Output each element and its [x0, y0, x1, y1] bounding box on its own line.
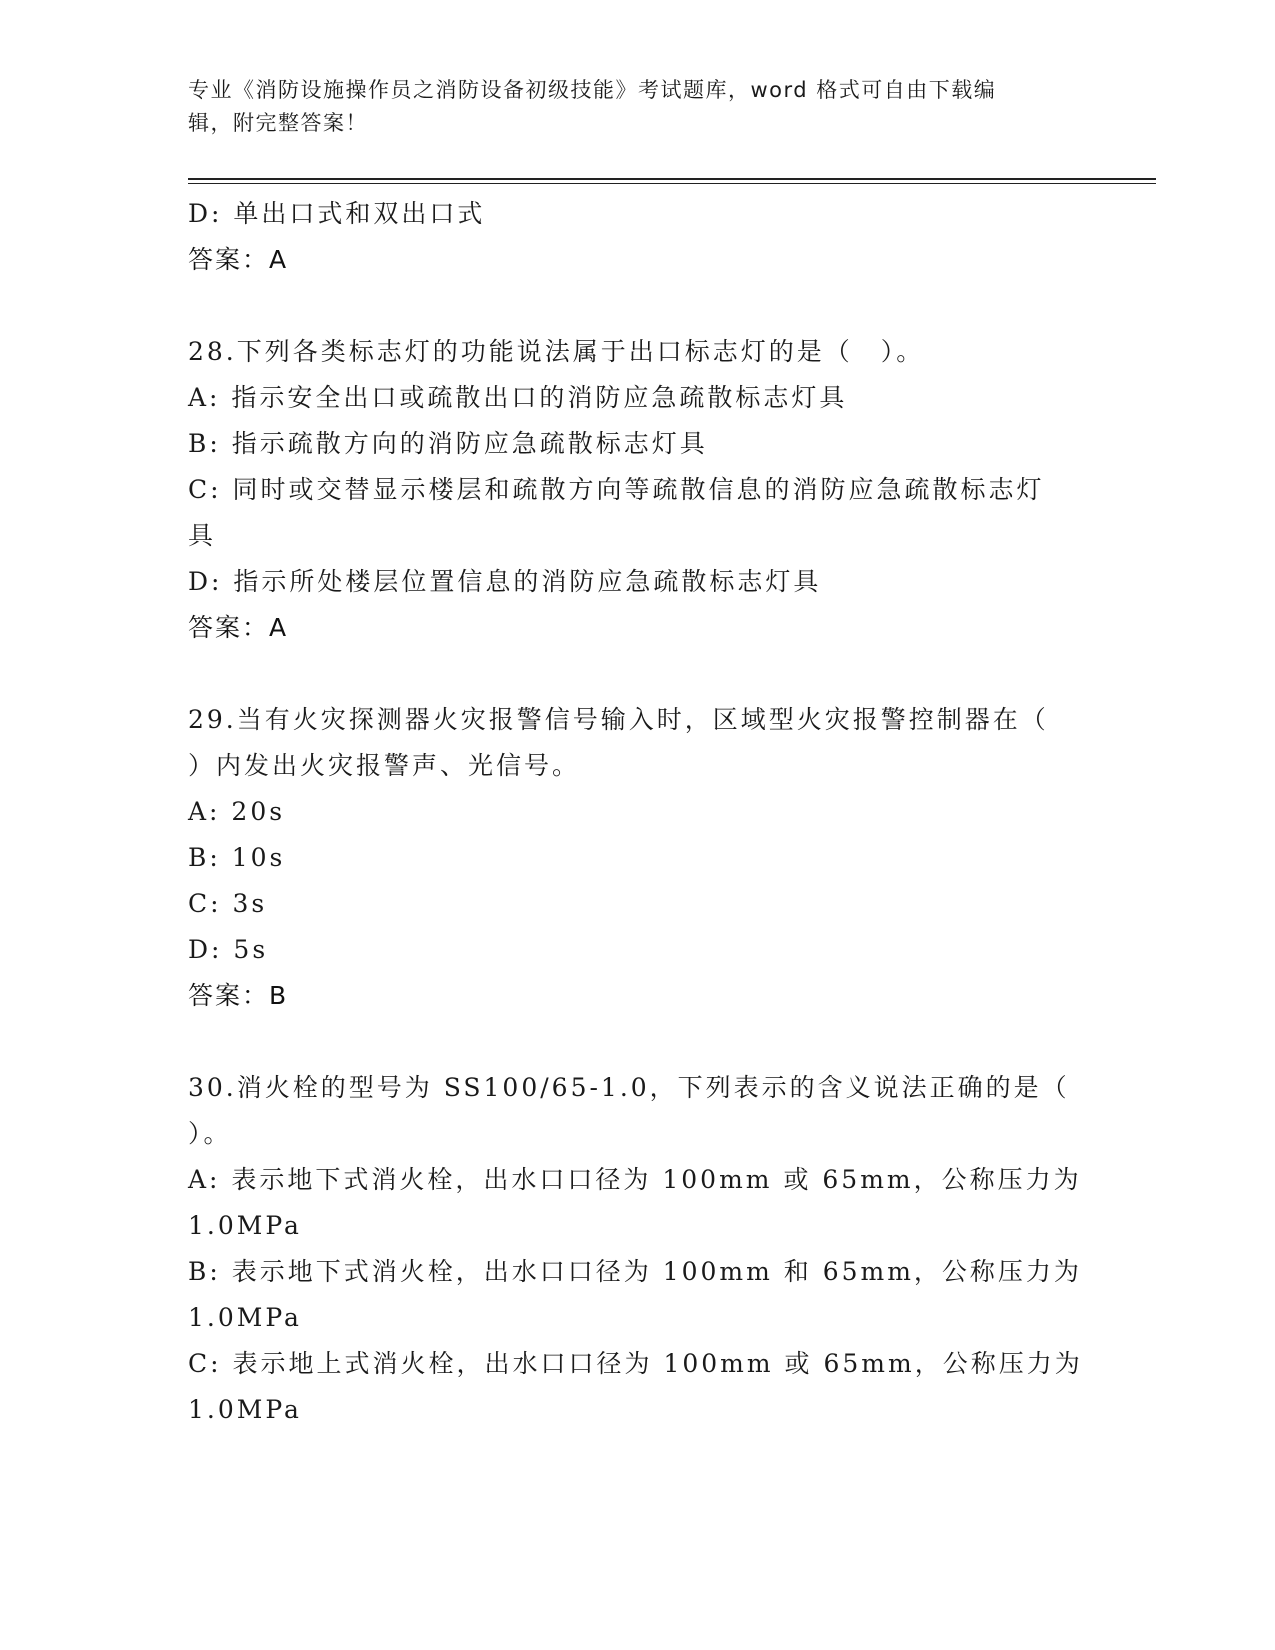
option-d: D: 5s	[188, 935, 269, 964]
question-stem: 28.下列各类标志灯的功能说法属于出口标志灯的是（ ）。	[188, 337, 925, 366]
option-a: A: 指示安全出口或疏散出口的消防应急疏散标志灯具	[188, 383, 848, 412]
option-c-continued: 具	[188, 521, 217, 550]
question-stem-continued: ）。	[188, 1119, 232, 1148]
question-stem: 29.当有火灾探测器火灾报警信号输入时，区域型火灾报警控制器在（	[188, 705, 1049, 734]
page-header	[188, 74, 1068, 140]
option-a-continued: 1.0MPa	[188, 1211, 302, 1240]
spacer	[188, 1019, 1088, 1065]
question-content	[188, 191, 1088, 1433]
header-line-2: 辑，附完整答案！	[188, 111, 368, 135]
header-rule-thin	[188, 183, 1156, 184]
option-c: C: 同时或交替显示楼层和疏散方向等疏散信息的消防应急疏散标志灯	[188, 475, 1045, 504]
answer: 答案：A	[188, 613, 289, 642]
spacer	[188, 283, 1088, 329]
prev-answer: 答案：A	[188, 245, 289, 274]
option-a: A: 20s	[188, 797, 286, 826]
question-stem-continued: ）内发出火灾报警声、光信号。	[188, 751, 581, 780]
option-c-continued: 1.0MPa	[188, 1395, 302, 1424]
option-c: C: 3s	[188, 889, 268, 918]
prev-option-d: D: 单出口式和双出口式	[188, 199, 486, 228]
option-b: B: 表示地下式消火栓，出水口口径为 100mm 和 65mm，公称压力为	[188, 1257, 1082, 1286]
question-28	[188, 329, 1088, 651]
spacer	[188, 651, 1088, 697]
answer: 答案：B	[188, 981, 289, 1010]
header-rule-thick	[188, 178, 1156, 180]
option-a: A: 表示地下式消火栓，出水口口径为 100mm 或 65mm，公称压力为	[188, 1165, 1082, 1194]
option-b: B: 10s	[188, 843, 286, 872]
header-line-1: 专业《消防设施操作员之消防设备初级技能》考试题库，word 格式可自由下载编	[188, 78, 997, 102]
question-30	[188, 1065, 1088, 1433]
option-b-continued: 1.0MPa	[188, 1303, 302, 1332]
option-b: B: 指示疏散方向的消防应急疏散标志灯具	[188, 429, 708, 458]
question-stem: 30.消火栓的型号为 SS100/65-1.0，下列表示的含义说法正确的是（	[188, 1073, 1070, 1102]
option-c: C: 表示地上式消火栓，出水口口径为 100mm 或 65mm，公称压力为	[188, 1349, 1083, 1378]
question-29	[188, 697, 1088, 1019]
option-d: D: 指示所处楼层位置信息的消防应急疏散标志灯具	[188, 567, 822, 596]
